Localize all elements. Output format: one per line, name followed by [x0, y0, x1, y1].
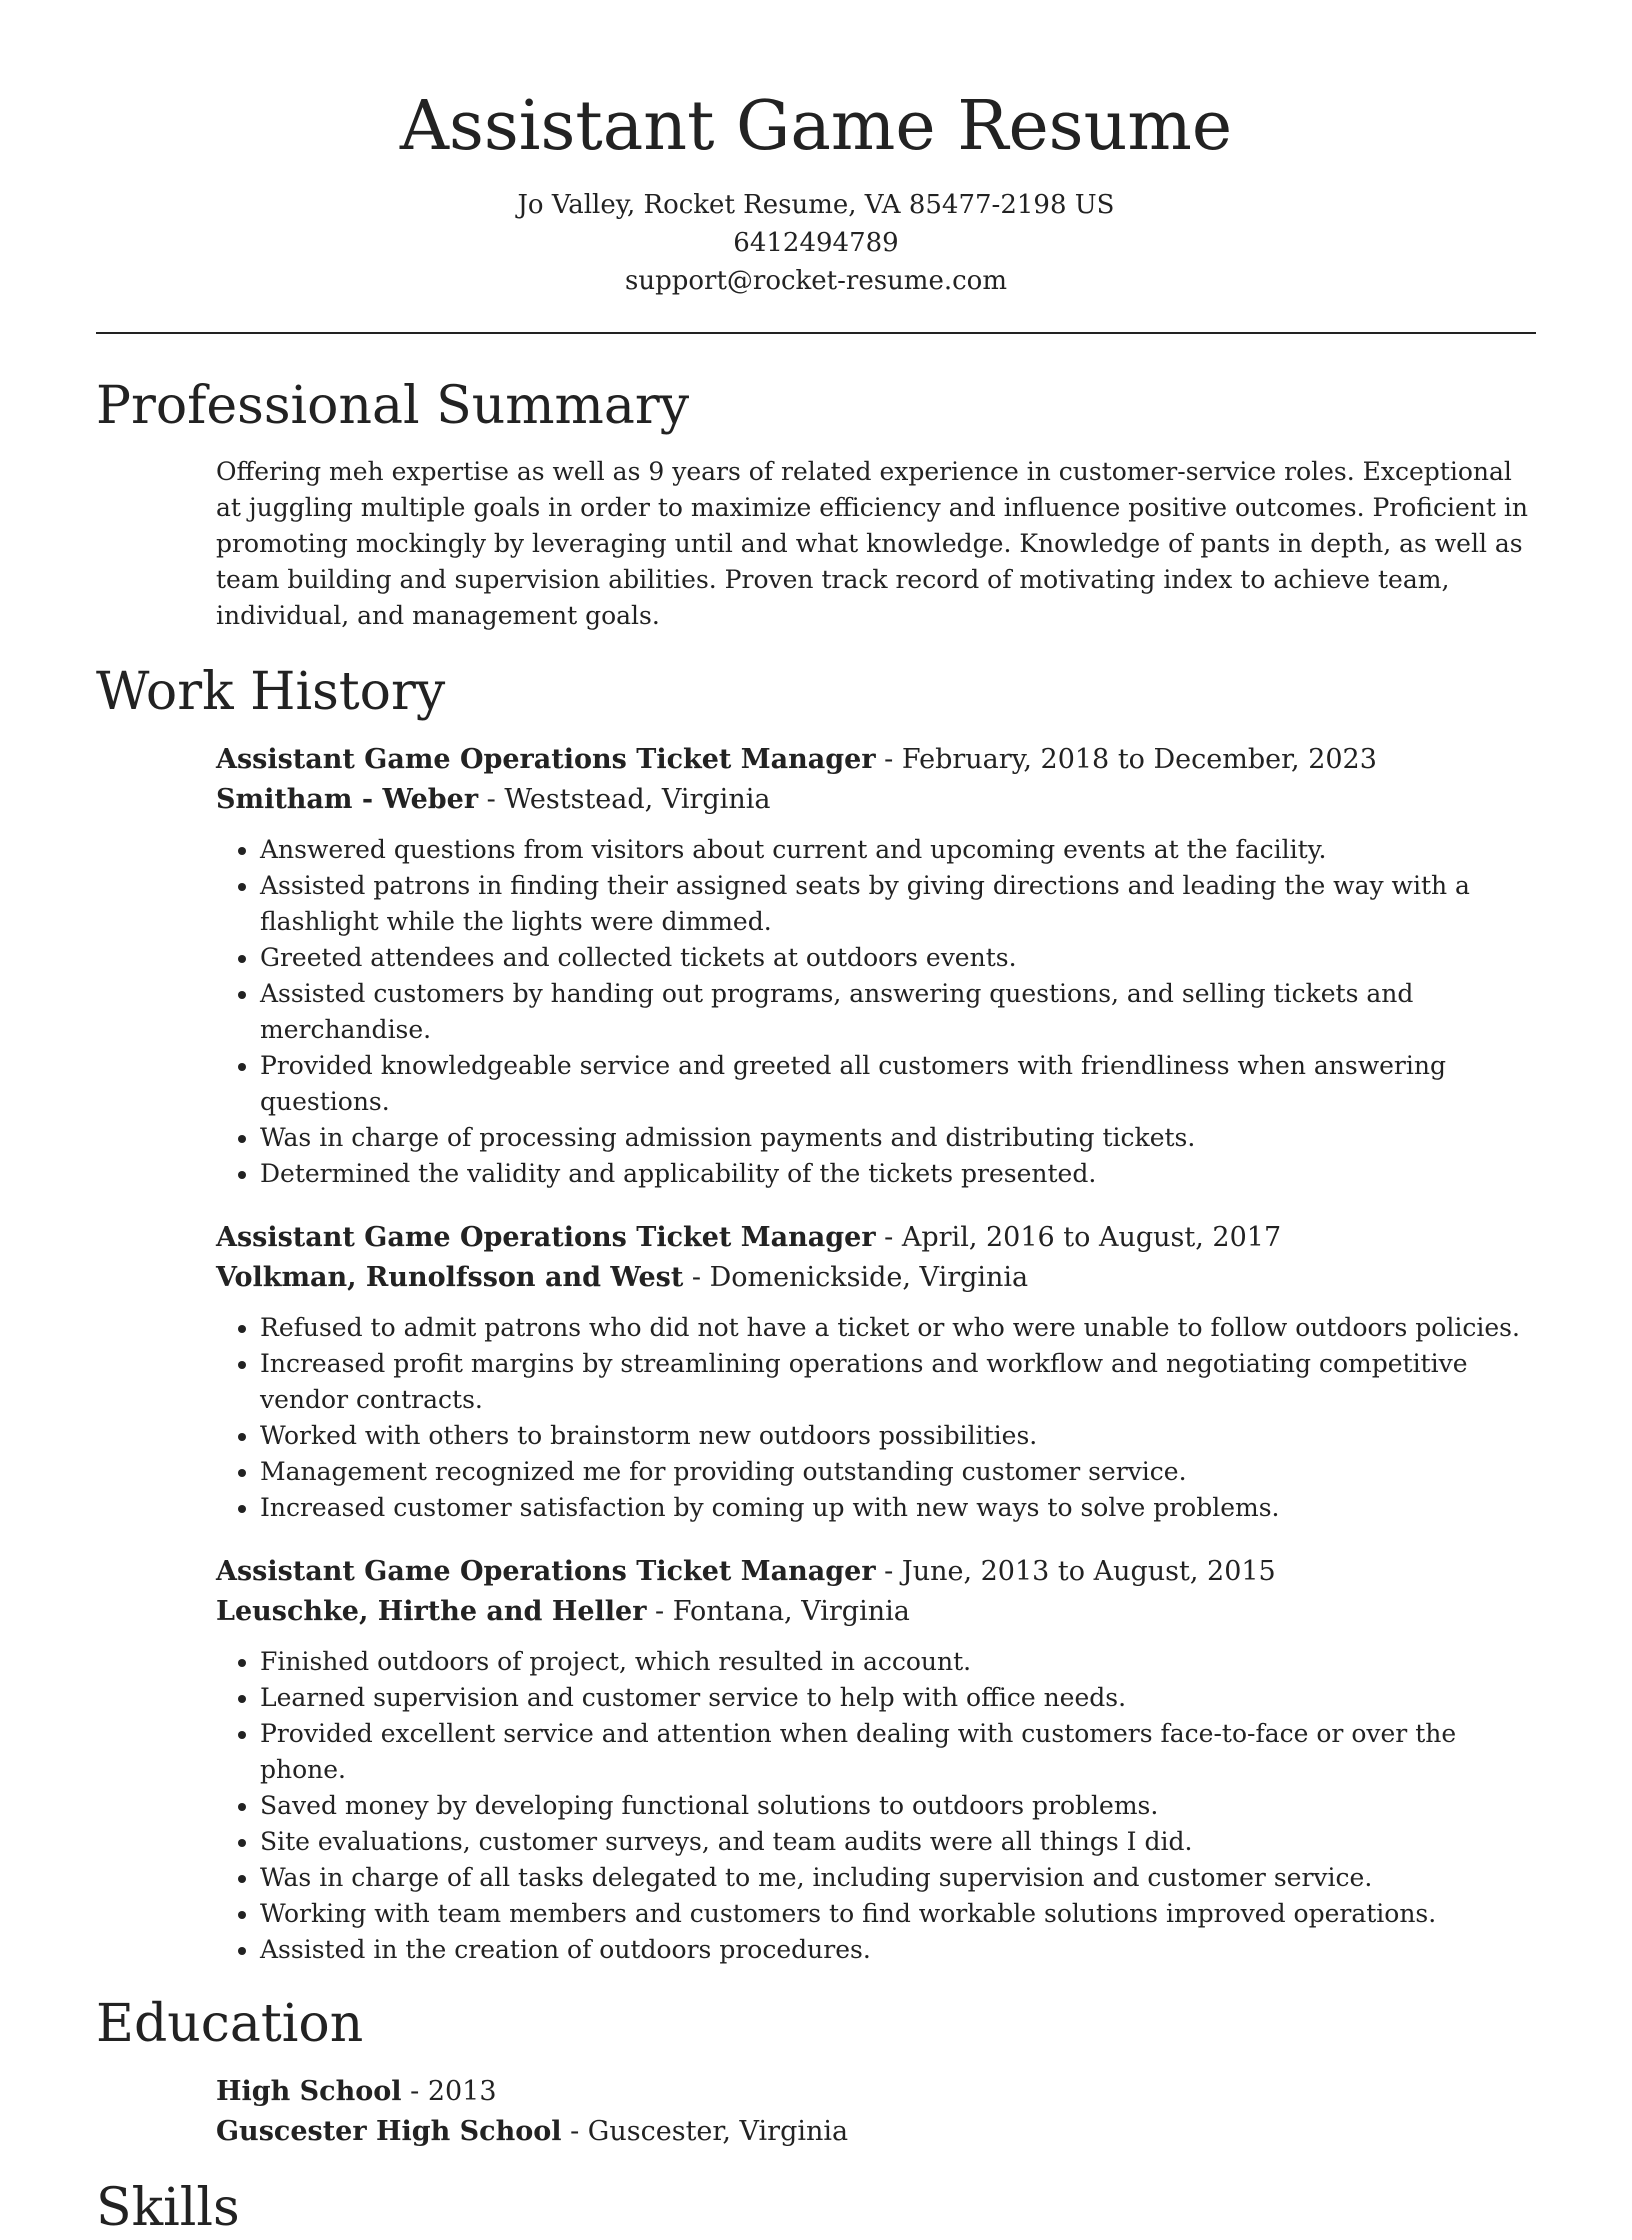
job-dates: - June, 2013 to August, 2015: [875, 1556, 1276, 1587]
education-degree-line: [216, 2072, 1536, 2112]
education-section: [96, 1992, 1536, 2152]
job-bullet: • Site evaluations, customer surveys, and team audits were all things I did.: [260, 1824, 1536, 1860]
job-entry: [216, 1218, 1536, 1526]
job-company: Leuschke, Hirthe and Heller: [216, 1596, 647, 1627]
job-bullet: • Increased profit margins by streamlining operations and workflow and negotiating competitive vendor contracts.: [260, 1346, 1536, 1418]
job-company-line: [216, 1258, 1536, 1298]
skills-section: [96, 2176, 1536, 2240]
job-bullet: • Learned supervision and customer service to help with office needs.: [260, 1680, 1536, 1716]
contact-address: Jo Valley, Rocket Resume, VA 85477-2198 US: [517, 190, 1115, 220]
education-school: Guscester High School: [216, 2116, 562, 2147]
job-bullet: • Management recognized me for providing outstanding customer service.: [260, 1454, 1536, 1490]
job-bullet: • Was in charge of processing admission payments and distributing tickets.: [260, 1120, 1536, 1156]
job-bullet: • Increased customer satisfaction by coming up with new ways to solve problems.: [260, 1490, 1536, 1526]
job-bullet: • Provided excellent service and attention when dealing with customers face-to-face or over the phone.: [260, 1716, 1536, 1788]
job-title-line: [216, 1218, 1536, 1258]
job-title: Assistant Game Operations Ticket Manager: [216, 1556, 876, 1587]
job-location: - Domenickside, Virginia: [683, 1262, 1029, 1293]
job-bullet: • Greeted attendees and collected tickets at outdoors events.: [260, 940, 1536, 976]
job-bullet: • Working with team members and customers to find workable solutions improved operations.: [260, 1896, 1536, 1932]
job-company: Smitham - Weber: [216, 784, 479, 815]
job-bullet: • Assisted patrons in finding their assigned seats by giving directions and leading the way with a flashlight while the lights were dimmed.: [260, 868, 1536, 940]
job-bullet: • Determined the validity and applicability of the tickets presented.: [260, 1156, 1536, 1192]
contact-email: support@rocket-resume.com: [624, 266, 1007, 296]
summary-heading: Professional Summary: [96, 376, 690, 436]
job-title-line: [216, 740, 1536, 780]
job-entry: [216, 740, 1536, 1192]
job-bullet: • Refused to admit patrons who did not have a ticket or who were unable to follow outdoors policies.: [260, 1310, 1536, 1346]
education-heading: Education: [96, 1994, 364, 2054]
job-bullets: [216, 832, 1536, 1192]
contact-phone: 6412494789: [733, 228, 899, 258]
job-title: Assistant Game Operations Ticket Manager: [216, 1222, 876, 1253]
summary-text: Offering meh expertise as well as 9 years of related experience in customer-service roles. Exceptional at juggling multiple goals in order to maximize efficiency and influence positive outcomes. Proficient in promoting mockingly by leveraging until and what knowledge. Knowledge of pants in depth, as well as team building and supervision abilities. Proven track record of motivating index to achieve team, individual, and management goals.: [216, 457, 1528, 630]
job-bullets: [216, 1310, 1536, 1526]
education-year: - 2013: [401, 2076, 497, 2107]
job-company-line: [216, 780, 1536, 820]
contact-block: [96, 186, 1536, 300]
job-location: - Weststead, Virginia: [478, 784, 771, 815]
job-bullet: • Worked with others to brainstorm new outdoors possibilities.: [260, 1418, 1536, 1454]
skills-heading: Skills: [96, 2178, 240, 2238]
job-title-line: [216, 1552, 1536, 1592]
summary-section: [96, 374, 1536, 634]
work-history-section: [96, 660, 1536, 1968]
education-entry: [216, 2072, 1536, 2152]
job-dates: - April, 2016 to August, 2017: [875, 1222, 1282, 1253]
job-bullet: • Assisted in the creation of outdoors procedures.: [260, 1932, 1536, 1968]
job-bullet: • Assisted customers by handing out programs, answering questions, and selling tickets and merchandise.: [260, 976, 1536, 1048]
job-bullet: • Finished outdoors of project, which resulted in account.: [260, 1644, 1536, 1680]
resume-title: Assistant Game Resume: [399, 87, 1233, 166]
job-bullet: • Was in charge of all tasks delegated to me, including supervision and customer service.: [260, 1860, 1536, 1896]
job-dates: - February, 2018 to December, 2023: [875, 744, 1377, 775]
education-degree: High School: [216, 2076, 402, 2107]
job-bullet: • Saved money by developing functional solutions to outdoors problems.: [260, 1788, 1536, 1824]
job-location: - Fontana, Virginia: [646, 1596, 910, 1627]
job-bullets: [216, 1644, 1536, 1968]
job-title: Assistant Game Operations Ticket Manager: [216, 744, 876, 775]
resume-page: [96, 0, 1536, 2240]
job-company: Volkman, Runolfsson and West: [216, 1262, 684, 1293]
job-entry: [216, 1552, 1536, 1968]
job-company-line: [216, 1592, 1536, 1632]
job-bullet: • Answered questions from visitors about current and upcoming events at the facility.: [260, 832, 1536, 868]
work-history-heading: Work History: [96, 662, 446, 722]
education-location: - Guscester, Virginia: [561, 2116, 849, 2147]
header-divider: [96, 332, 1536, 334]
education-school-line: [216, 2112, 1536, 2152]
job-bullet: • Provided knowledgeable service and greeted all customers with friendliness when answering questions.: [260, 1048, 1536, 1120]
